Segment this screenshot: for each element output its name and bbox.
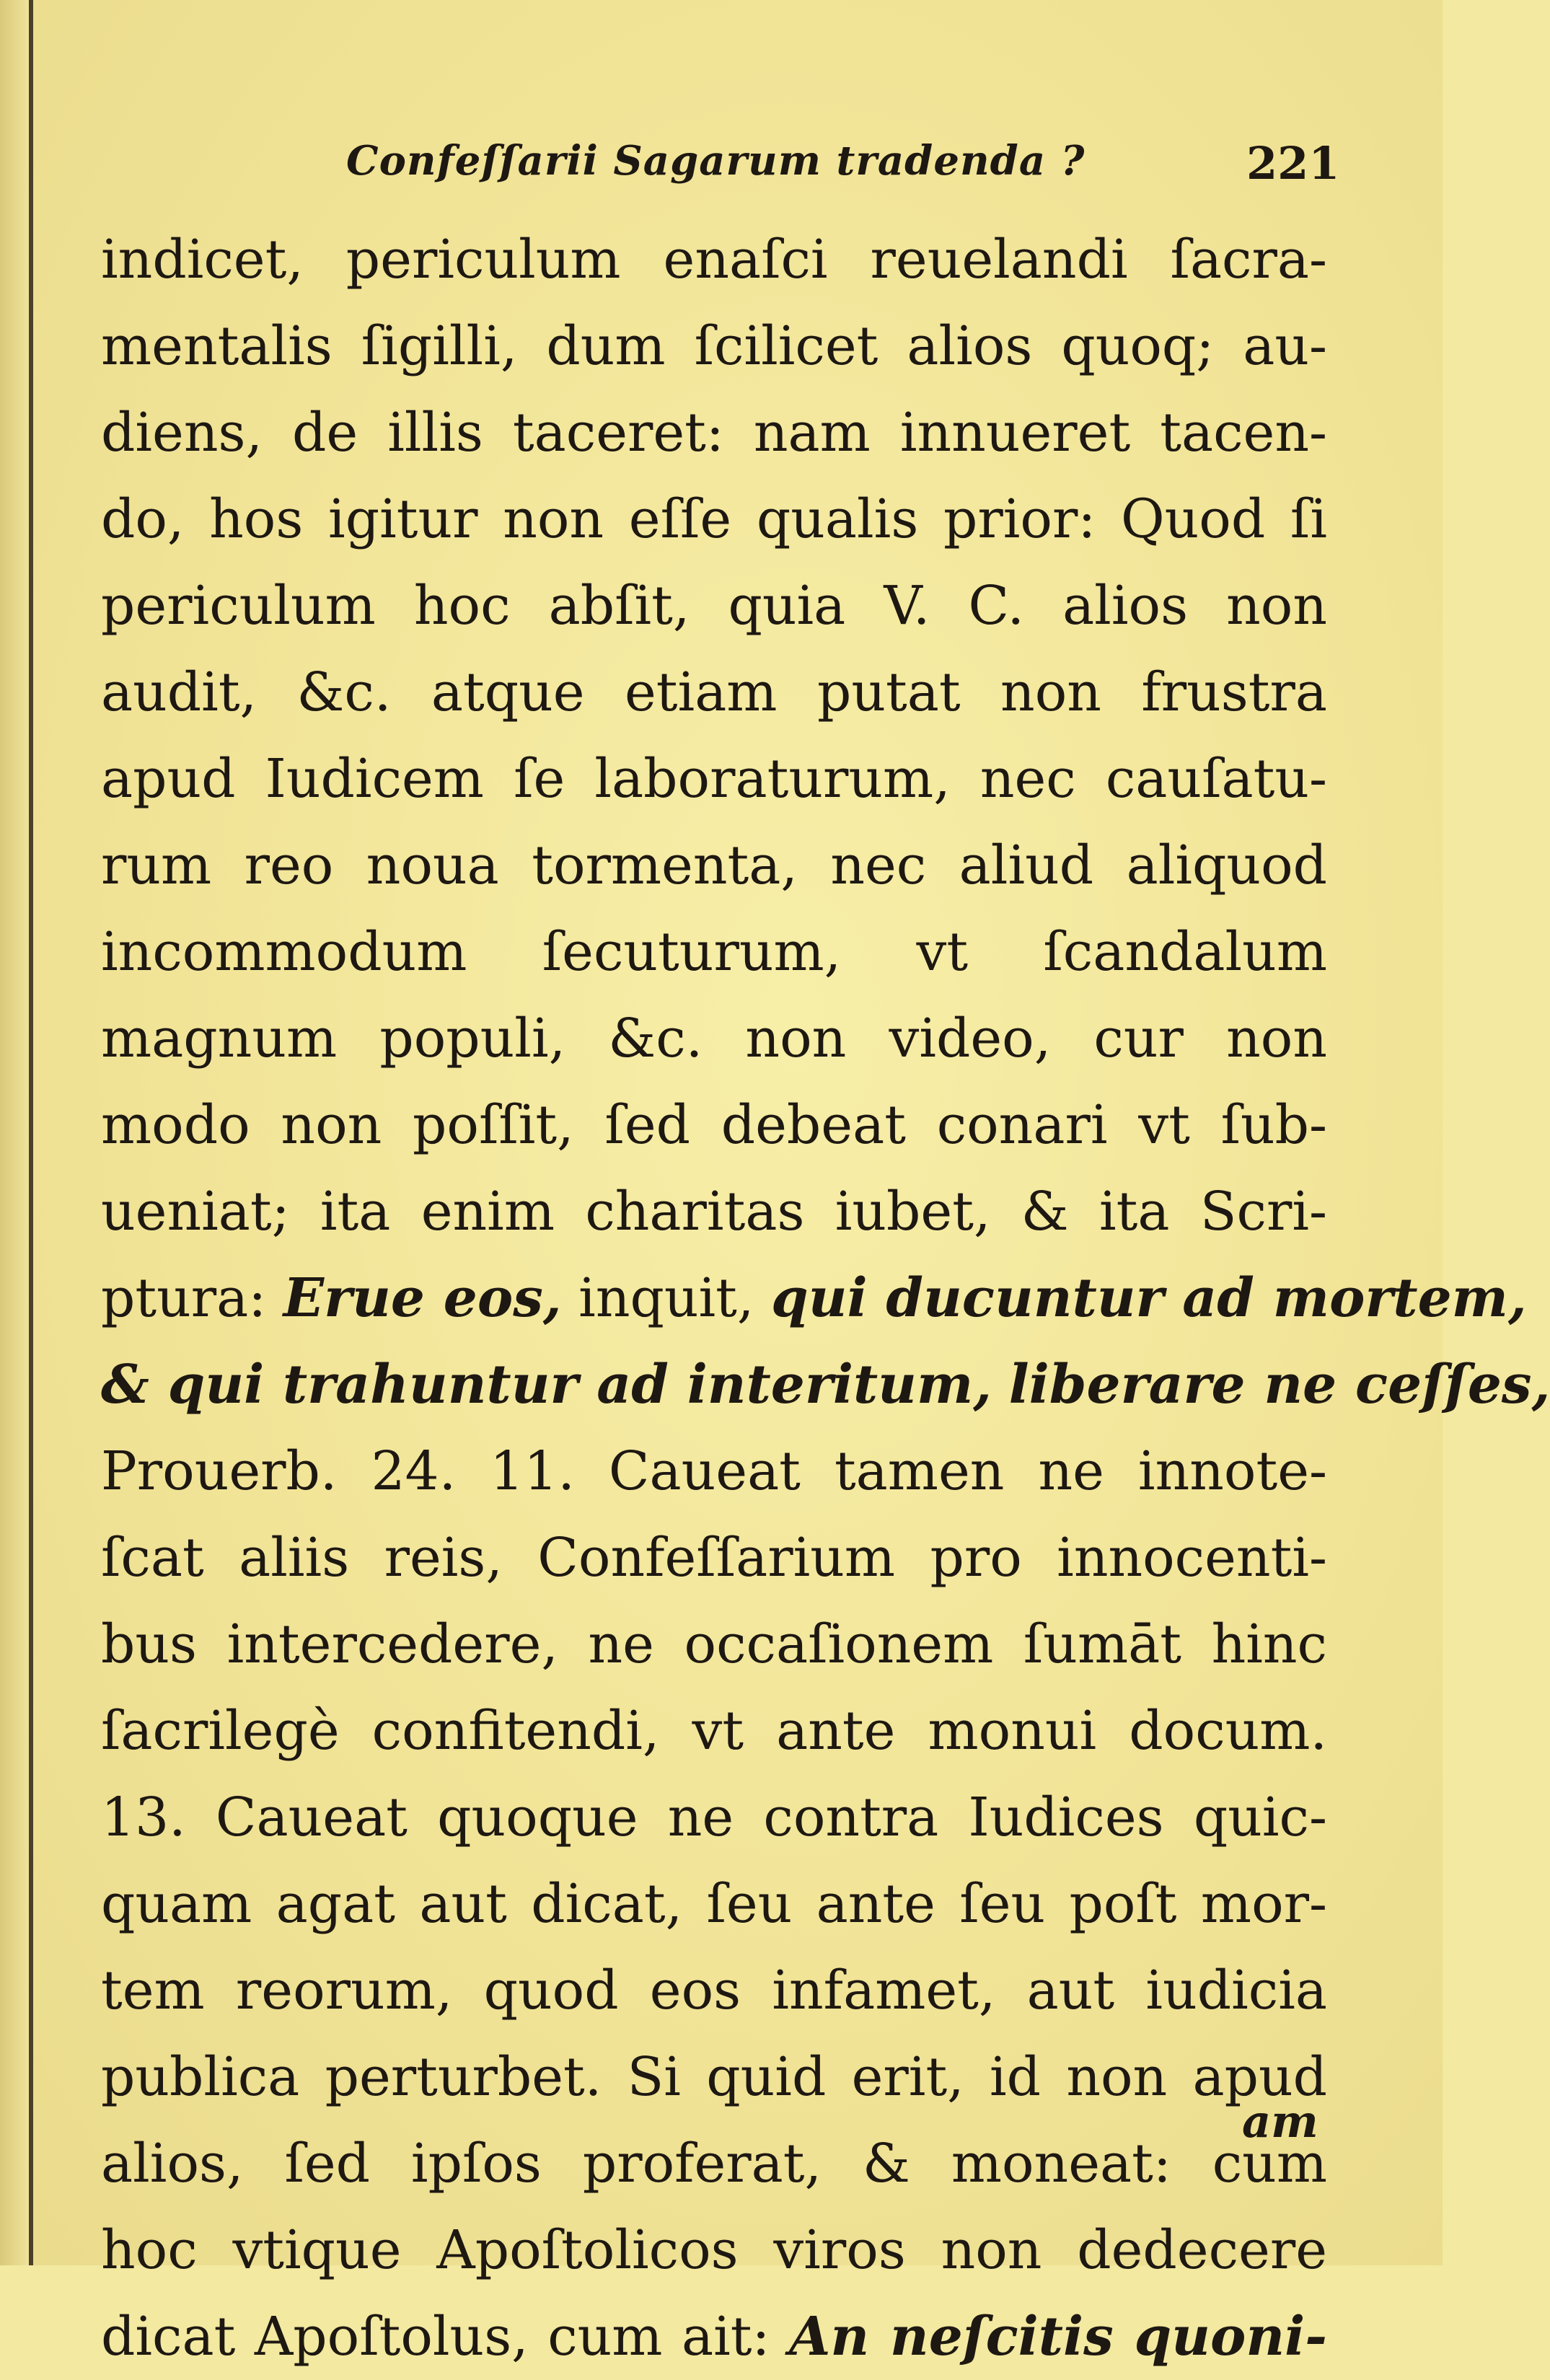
text-line: magnum populi, &c. non video, cur non bbox=[101, 1008, 1327, 1070]
text-line-quotation bbox=[101, 1255, 1527, 1341]
page-number: 221 bbox=[1246, 137, 1340, 190]
text-line: periculum hoc abſit, quia V. C. alios non bbox=[101, 575, 1327, 637]
running-title: Confeſſarii Sagarum tradenda ? bbox=[346, 137, 1086, 185]
text-line: apud Iudicem ſe laboraturum, nec cauſatu- bbox=[101, 748, 1327, 810]
text-line: ſcat aliis reis, Confeſſarium pro innocenti- bbox=[101, 1527, 1327, 1589]
text-line: do, hos igitur non eſſe qualis prior: Quod ſi bbox=[101, 488, 1327, 550]
running-head bbox=[0, 137, 1443, 202]
italic-quotation: & qui trahuntur ad interitum, bbox=[101, 1354, 992, 1416]
text-line: incommodum ſecuturum, vt ſcandalum bbox=[101, 921, 1327, 983]
text-line: alios, ſed ipſos proferat, & moneat: cum bbox=[101, 2133, 1327, 2195]
text-line: modo non poſſit, ſed debeat conari vt ſub- bbox=[101, 1094, 1327, 1156]
text-line: bus intercedere, ne occaſionem ſumāt hinc bbox=[101, 1613, 1327, 1675]
italic-quotation: liberare ne ceſſes, bbox=[1008, 1354, 1550, 1416]
italic-quotation: Erue eos, bbox=[283, 1267, 562, 1329]
text-line: rum reo noua tormenta, nec aliud aliquod bbox=[101, 834, 1327, 896]
text-segment bbox=[992, 1354, 1009, 1416]
text-line: indicet, periculum enaſci reuelandi ſacra- bbox=[101, 229, 1327, 291]
catchword: am bbox=[1242, 2095, 1318, 2148]
text-line: quam agat aut dicat, ſeu ante ſeu poſt mor- bbox=[101, 1873, 1327, 1935]
text-line: publica perturbet. Si quid erit, id non apud bbox=[101, 2046, 1327, 2108]
text-line: ueniat; ita enim charitas iubet, & ita Scri- bbox=[101, 1181, 1327, 1243]
text-line: diens, de illis taceret: nam innueret tacen- bbox=[101, 402, 1327, 464]
text-line: hoc vtique Apoſtolicos viros non dedecere bbox=[101, 2219, 1327, 2281]
gutter-shadow bbox=[0, 0, 29, 2265]
text-segment: inquit, bbox=[561, 1267, 771, 1329]
text-line: 13. Caueat quoque ne contra Iudices quic- bbox=[101, 1786, 1327, 1848]
gutter-rule bbox=[29, 0, 33, 2265]
text-line: tem reorum, quod eos infamet, aut iudicia bbox=[101, 1960, 1327, 2022]
text-segment: ptura: bbox=[101, 1267, 283, 1329]
body-text bbox=[101, 216, 1550, 2380]
text-line-quotation bbox=[101, 1341, 1550, 1428]
text-line-quotation bbox=[101, 2293, 1327, 2380]
text-line: Prouerb. 24. 11. Caueat tamen ne innote- bbox=[101, 1440, 1327, 1502]
italic-quotation: qui ducuntur ad mortem, bbox=[770, 1267, 1527, 1329]
italic-quotation: An neſcitis quoni- bbox=[788, 2306, 1327, 2368]
text-line: audit, &c. atque etiam putat non frustra bbox=[101, 661, 1327, 723]
text-line: mentalis ſigilli, dum ſcilicet alios quoq; au- bbox=[101, 315, 1327, 377]
text-segment: dicat Apoſtolus, cum ait: bbox=[101, 2306, 789, 2368]
text-line: ſacrilegè confitendi, vt ante monui docum. bbox=[101, 1700, 1327, 1762]
